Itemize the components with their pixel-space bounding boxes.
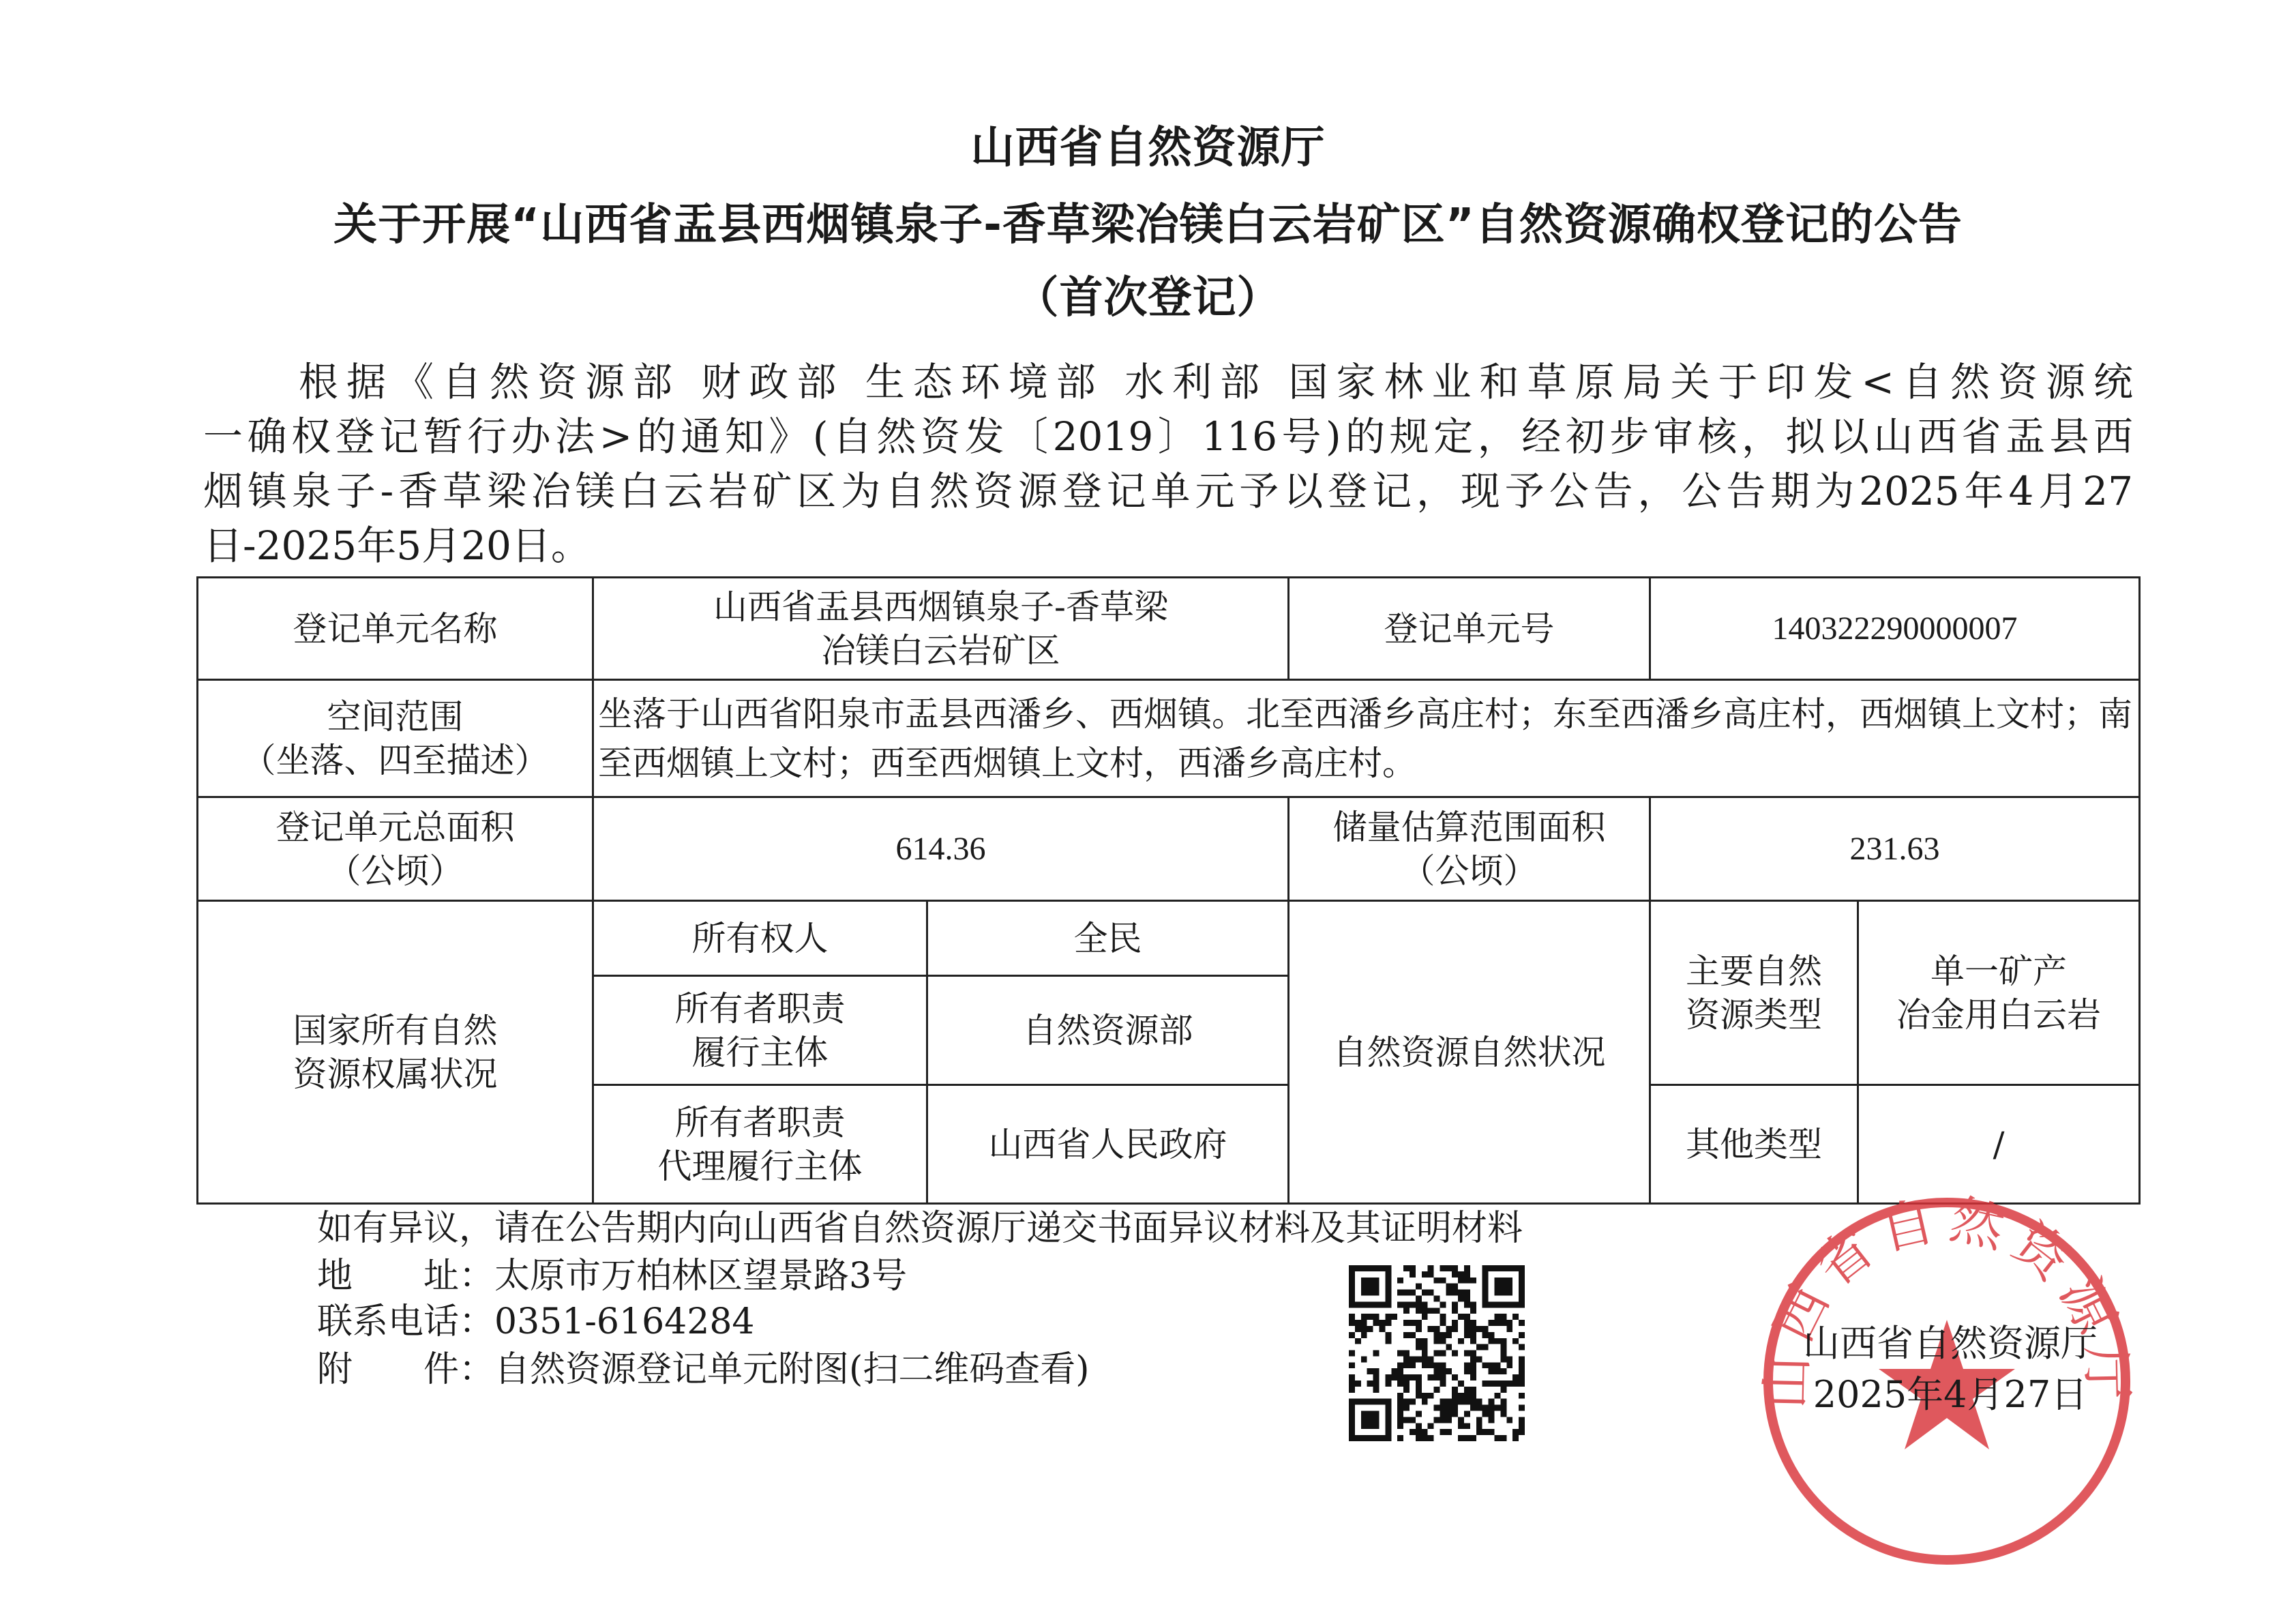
agent-label [593, 1085, 927, 1204]
other-type-value: / [1858, 1085, 2140, 1204]
title-line-2: 关于开展“山西省盂县西烟镇泉子-香草梁冶镁白云岩矿区”自然资源确权登记的公告 [333, 200, 1963, 250]
reserve-area-label-line-1: 储量估算范围面积 [1332, 807, 1606, 847]
intro-line-2: 一确权登记暂行办法>的通知》(自然资发〔2019〕116号)的规定，经初步审核，拟以山西省盂县西 [203, 413, 2133, 460]
scope-label-line-1: 空间范围 [327, 696, 464, 737]
duty-value: 自然资源部 [927, 976, 1289, 1085]
address-line: 地 址：太原市万柏林区望景路3号 [317, 1256, 908, 1297]
duty-label-line-1: 所有者职责 [674, 988, 846, 1029]
duty-label [593, 976, 927, 1085]
reserve-area-label-line-2: （公顷） [1401, 851, 1538, 891]
scope-value: 坐落于山西省阳泉市盂县西潘乡、西烟镇。北至西潘乡高庄村；东至西潘乡高庄村，西烟镇上文村；南至西烟镇上文村；西至西烟镇上文村，西潘乡高庄村。 [593, 680, 2140, 797]
main-type-value-line-2: 冶金用白云岩 [1896, 994, 2101, 1035]
qr-code-icon[interactable] [1349, 1265, 1525, 1441]
main-type-label-line-1: 主要自然 [1686, 951, 1822, 991]
ownership-label-line-2: 资源权属状况 [293, 1054, 498, 1094]
objection-note: 如有异议，请在公告期内向山西省自然资源厅递交书面异议材料及其证明材料 [317, 1208, 1523, 1249]
ownership-label [198, 901, 593, 1204]
scope-label-line-2: （坐落、四至描述） [241, 740, 549, 780]
unit-no-value: 140322290000007 [1650, 578, 2140, 680]
agent-value: 山西省人民政府 [927, 1085, 1289, 1204]
ownership-label-line-1: 国家所有自然 [293, 1010, 498, 1050]
main-type-label [1650, 901, 1858, 1085]
main-type-value-line-1: 单一矿产 [1930, 951, 2067, 991]
intro-line-1: 根据《自然资源部 财政部 生态环境部 水利部 国家林业和草原局关于印发<自然资源统 [299, 359, 2133, 405]
intro-line-4: 日-2025年5月20日。 [203, 522, 591, 569]
intro-paragraph [203, 355, 2133, 573]
main-type-value [1858, 901, 2140, 1085]
signature-org: 山西省自然资源厅 [1803, 1322, 2098, 1365]
duty-label-line-2: 履行主体 [691, 1032, 829, 1072]
scope-label [198, 680, 593, 797]
unit-name-label: 登记单元名称 [198, 578, 593, 680]
title-line-1: 山西省自然资源厅 [970, 123, 1326, 173]
seal-text: 山西省自然资源厅 [1756, 1190, 2138, 1410]
unit-name-value-line-1: 山西省盂县西烟镇泉子-香草梁 [713, 587, 1168, 627]
title-line-3: （首次登记） [1015, 273, 1281, 323]
total-area-label [198, 797, 593, 901]
attachment-line: 附 件：自然资源登记单元附图(扫二维码查看) [317, 1349, 1090, 1390]
owner-label: 所有权人 [593, 901, 927, 976]
total-area-label-line-1: 登记单元总面积 [275, 807, 515, 847]
agent-label-line-2: 代理履行主体 [657, 1146, 863, 1186]
total-area-value: 614.36 [593, 797, 1289, 901]
registration-table [196, 576, 2141, 1205]
signature-date: 2025年4月27日 [1813, 1373, 2088, 1416]
intro-line-3: 烟镇泉子-香草梁冶镁白云岩矿区为自然资源登记单元予以登记，现予公告，公告期为2025年4月27 [203, 468, 2133, 514]
natural-status-label: 自然资源自然状况 [1289, 901, 1650, 1204]
unit-name-value-line-2: 冶镁白云岩矿区 [821, 630, 1060, 670]
total-area-label-line-2: （公顷） [327, 851, 464, 891]
other-type-label: 其他类型 [1650, 1085, 1858, 1204]
reserve-area-label [1289, 797, 1650, 901]
unit-name-value [593, 578, 1289, 680]
main-type-label-line-2: 资源类型 [1686, 994, 1822, 1035]
unit-no-label: 登记单元号 [1289, 578, 1650, 680]
phone-line: 联系电话：0351-6164284 [317, 1301, 755, 1342]
owner-value: 全民 [927, 901, 1289, 976]
agent-label-line-1: 所有者职责 [674, 1102, 846, 1142]
reserve-area-value: 231.63 [1650, 797, 2140, 901]
